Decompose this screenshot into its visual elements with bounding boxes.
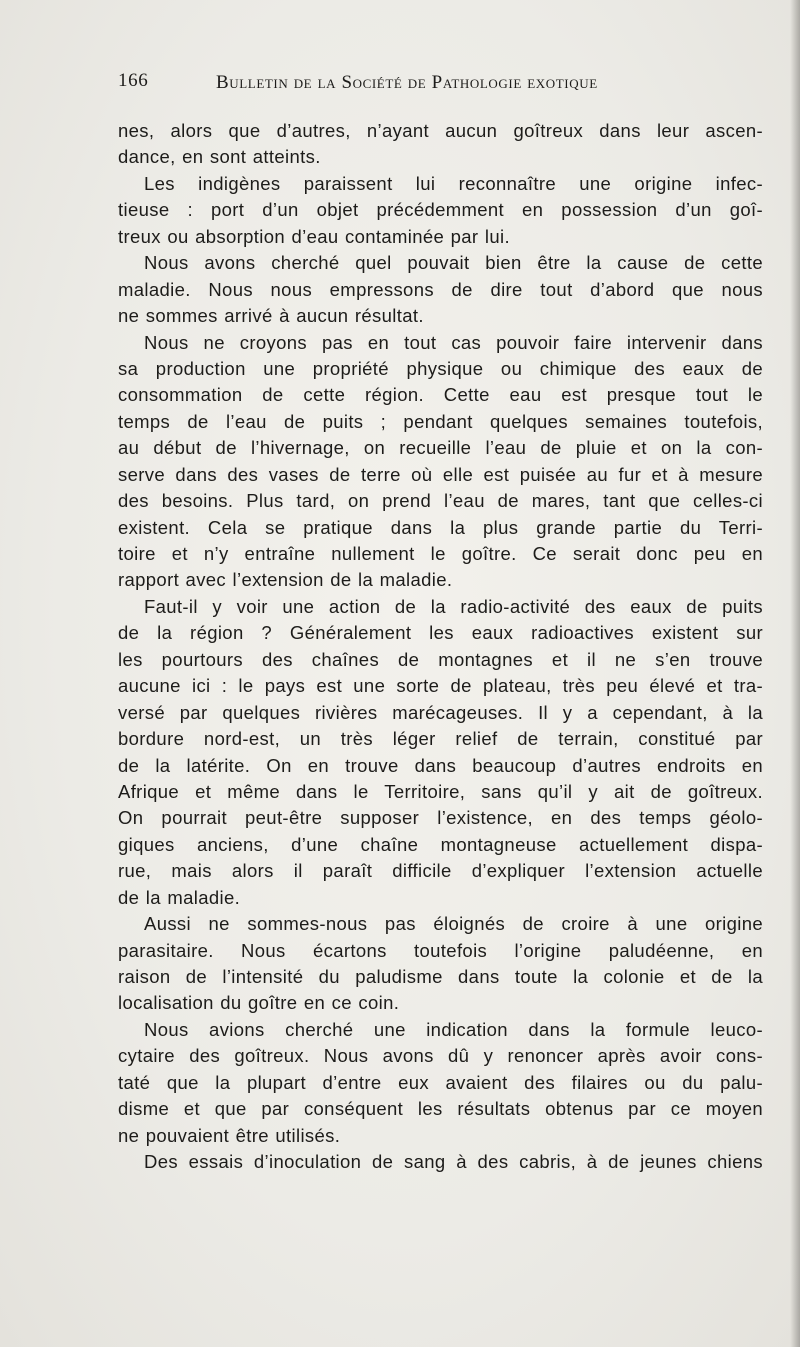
text-line: versé par quelques rivières marécageuses. Il y a cependant, à la xyxy=(118,701,763,723)
text-line: Afrique et même dans le Territoire, sans qu’il y ait de goîtreux. xyxy=(118,780,763,802)
page-number: 166 xyxy=(118,70,149,91)
text-line: des besoins. Plus tard, on prend l’eau de mares, tant que celles-ci xyxy=(118,490,763,512)
text-line: localisation du goître en ce coin. xyxy=(118,992,400,1014)
text-line: toire et n’y entraîne nullement le goître. Ce serait donc peu en xyxy=(118,543,763,564)
text-line: les pourtours des chaînes de montagnes et il ne s’en trouve xyxy=(118,648,763,670)
text-line: ne pouvaient être utilisés. xyxy=(118,1124,341,1146)
text-line: Aussi ne sommes-nous pas éloignés de croire à une origine xyxy=(144,913,763,935)
body-text xyxy=(118,118,763,1176)
text-line: taté que la plupart d’entre eux avaient des filaires ou du palu- xyxy=(118,1071,763,1093)
text-line: tieuse : port d’un objet précédemment en possession d’un goî- xyxy=(118,199,763,221)
text-line: cytaire des goîtreux. Nous avons dû y renoncer après avoir cons- xyxy=(118,1045,763,1067)
text-line: treux ou absorption d’eau contaminée par lui. xyxy=(118,225,510,247)
page-header xyxy=(118,70,678,100)
text-line: serve dans des vases de terre où elle est puisée au fur et à mesure xyxy=(118,463,763,485)
text-line: Des essais d’inoculation de sang à des cabris, à de jeunes chiens xyxy=(144,1151,763,1173)
text-line: consommation de cette région. Cette eau est presque tout le xyxy=(118,384,763,406)
text-line: Faut-il y voir une action de la radio-activité des eaux de puits xyxy=(144,595,763,617)
text-line: de la latérite. On en trouve dans beaucoup d’autres endroits en xyxy=(118,754,763,776)
page-edge-shadow xyxy=(790,0,800,1347)
text-line: dance, en sont atteints. xyxy=(118,146,321,168)
text-line: sa production une propriété physique ou chimique des eaux de xyxy=(118,357,763,379)
text-line: Les indigènes paraissent lui reconnaître une origine infec- xyxy=(144,172,763,194)
text-line: giques anciens, d’une chaîne montagneuse actuellement dispa- xyxy=(118,833,763,855)
text-line: temps de l’eau de puits ; pendant quelques semaines toutefois, xyxy=(118,410,763,432)
text-line: aucune ici : le pays est une sorte de plateau, très peu élevé et tra- xyxy=(118,675,763,697)
text-line: ne sommes arrivé à aucun résultat. xyxy=(118,305,424,327)
text-line: rue, mais alors il paraît difficile d’expliquer l’extension actuelle xyxy=(118,860,763,882)
text-line: rapport avec l’extension de la maladie. xyxy=(118,569,453,591)
text-line: disme et que par conséquent les résultats obtenus par ce moyen xyxy=(118,1098,763,1120)
text-line: parasitaire. Nous écartons toutefois l’origine paludéenne, en xyxy=(118,939,763,961)
text-line: au début de l’hivernage, on recueille l’eau de pluie et on la con- xyxy=(118,437,763,459)
text-line: raison de l’intensité du paludisme dans toute la colonie et de la xyxy=(118,966,763,987)
text-line: de la région ? Généralement les eaux radioactives existent sur xyxy=(118,622,763,644)
text-line: bordure nord-est, un très léger relief de terrain, constitué par xyxy=(118,728,763,750)
text-line: de la maladie. xyxy=(118,886,241,908)
text-line: nes, alors que d’autres, n’ayant aucun goîtreux dans leur ascen- xyxy=(118,120,763,141)
text-line: Nous avons cherché quel pouvait bien être la cause de cette xyxy=(144,252,763,274)
text-line: Nous ne croyons pas en tout cas pouvoir faire intervenir dans xyxy=(144,331,763,353)
text-line: On pourrait peut-être supposer l’existence, en des temps géolo- xyxy=(118,807,763,829)
running-title: Bulletin de la Société de Pathologie exotique xyxy=(216,72,598,93)
text-line: maladie. Nous nous empressons de dire tout d’abord que nous xyxy=(118,278,763,300)
text-line: Nous avions cherché une indication dans la formule leuco- xyxy=(144,1018,763,1040)
text-line: existent. Cela se pratique dans la plus grande partie du Terri- xyxy=(118,516,763,538)
